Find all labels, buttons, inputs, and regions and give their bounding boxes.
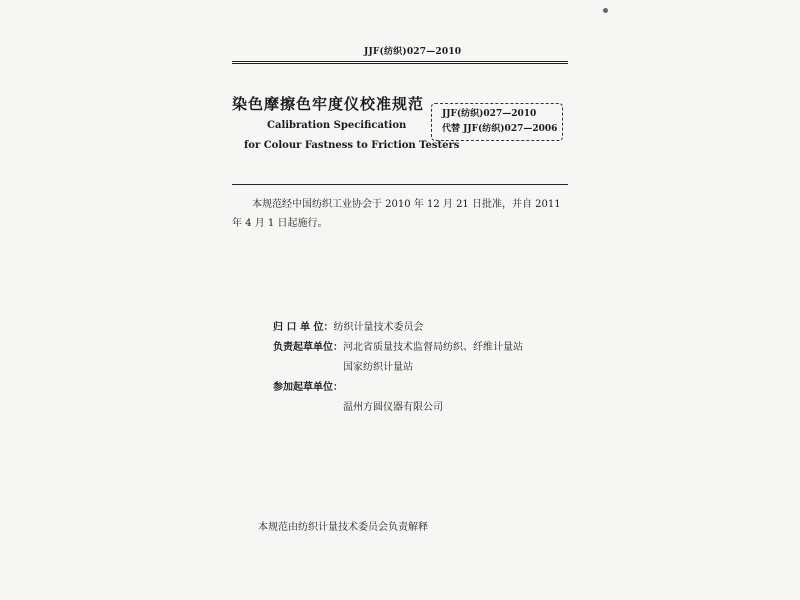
participating-unit-value: 温州方圆仪器有限公司 — [343, 402, 443, 413]
drafting-unit-value-1: 河北省质量技术监督局纺织、纤维计量站 — [343, 342, 523, 353]
title-english-line2: for Colour Fastness to Friction Testers — [244, 140, 460, 151]
title-english-line1: Calibration Specification — [267, 120, 407, 131]
header-rule-upper — [232, 61, 568, 62]
spec-code-replaces: 代替 JJF(纺织)027—2006 — [442, 124, 558, 134]
responsible-unit-label: 归 口 单 位： — [273, 322, 334, 333]
drafting-unit-label: 负责起草单位： — [273, 342, 343, 353]
title-chinese: 染色摩擦色牢度仪校准规范 — [232, 95, 425, 113]
approval-statement: 本规范经中国纺织工业协会于 2010 年 12 月 21 日批准，并自 2011 年 4 月 1 日起施行。 — [232, 199, 561, 229]
header-rule-lower — [232, 63, 568, 64]
participating-unit-label: 参加起草单位： — [273, 382, 343, 393]
interpretation-note: 本规范由纺织计量技术委员会负责解释 — [258, 522, 428, 533]
participating-unit-label-row — [273, 378, 343, 393]
responsible-unit-row — [273, 318, 423, 333]
responsible-unit-value: 纺织计量技术委员会 — [333, 322, 424, 333]
spec-code-box — [431, 103, 563, 141]
drafting-unit-row — [273, 338, 523, 353]
running-header-code: JJF(纺织)027—2010 — [364, 47, 462, 57]
scan-dot — [603, 8, 608, 13]
title-separator-rule — [232, 184, 568, 185]
spec-code-current: JJF(纺织)027—2010 — [442, 109, 537, 119]
drafting-unit-value-2: 国家纺织计量站 — [343, 362, 413, 373]
